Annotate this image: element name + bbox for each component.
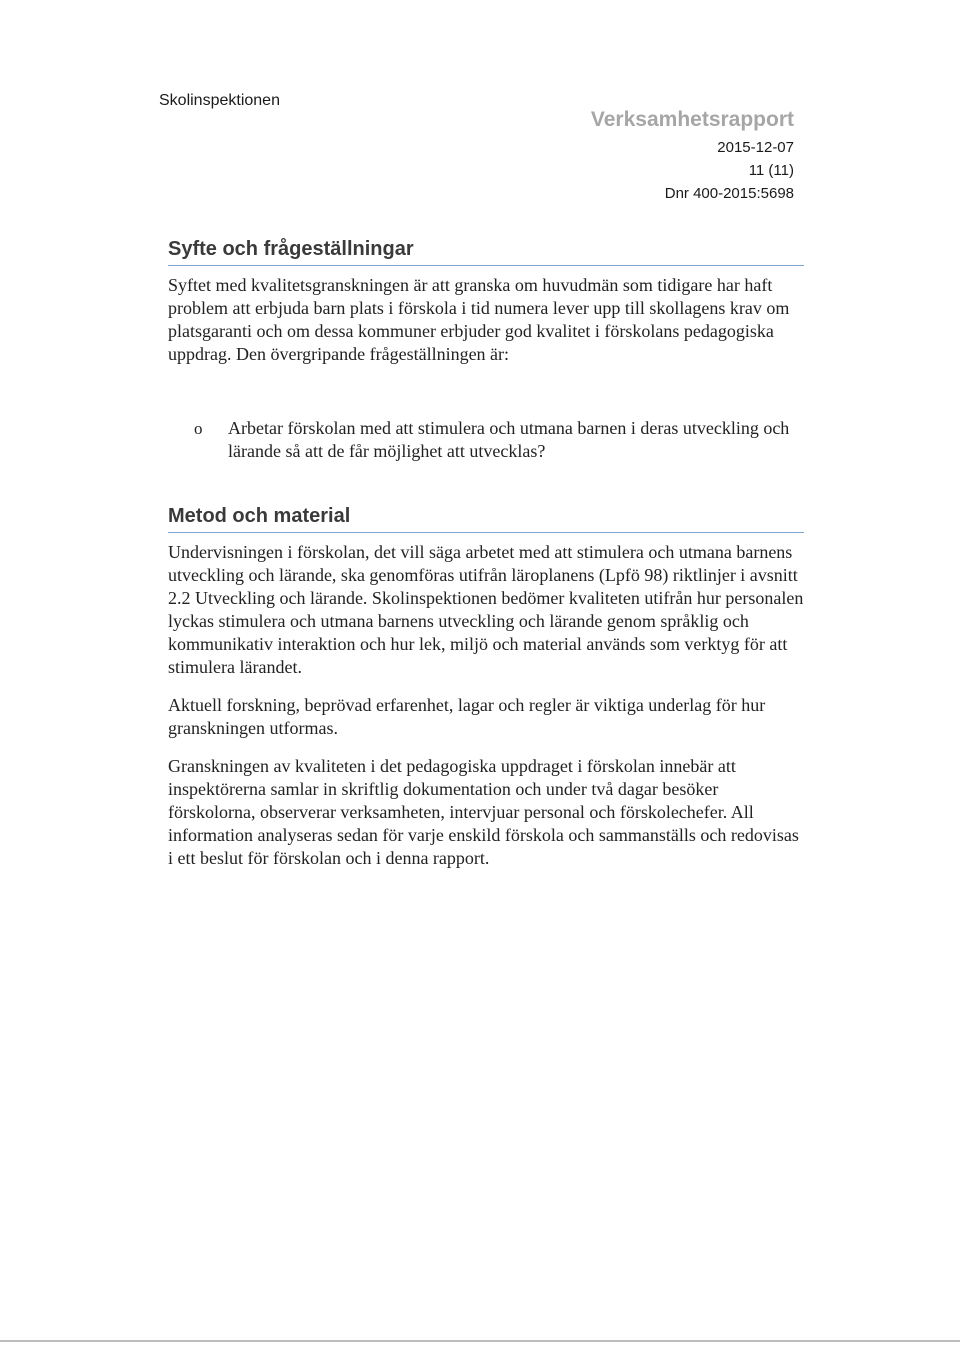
document-date: 2015-12-07 [717, 139, 794, 156]
diary-number: Dnr 400-2015:5698 [664, 185, 794, 202]
section-purpose [168, 236, 804, 463]
document-body [168, 236, 804, 870]
section-heading-purpose: Syfte och frågeställningar [168, 236, 804, 266]
document-meta [591, 106, 794, 205]
document-type: Verksamhetsrapport [590, 108, 794, 131]
question-list [168, 417, 804, 463]
paragraph-method-2: Aktuell forskning, beprövad erfarenhet, lagar och regler är viktiga underlag för hur granskningen utformas. [168, 695, 766, 738]
paragraph-method-3: Granskningen av kvaliteten i det pedagogiska uppdraget i förskolan innebär att inspektörerna samlar in skriftlig dokumentation och under två dagar besöker förskolorna, observerar verksamheten, intervjuar personal och förskolechefer. All information analyseras sedan för varje enskild förskola och sammanställs och redovisas i ett beslut för förskolan och i denna rapport. [168, 756, 799, 868]
paragraph-purpose: Syftet med kvalitetsgranskningen är att granska om huvudmän som tidigare har haft problem att erbjuda barn plats i förskola i tid numera lever upp till skollagens krav om platsgaranti och om dessa kommuner erbjuder god kvalitet i förskolans pedagogiska uppdrag. Den övergripande frågeställningen är: [168, 275, 790, 364]
section-method [168, 503, 804, 870]
bullet-marker: o [194, 419, 203, 438]
page-number: 11 (11) [748, 162, 794, 179]
list-item [194, 417, 804, 463]
agency-name: Skolinspektionen [159, 92, 280, 109]
scan-edge-rule [0, 1340, 960, 1342]
paragraph-method-1: Undervisningen i förskolan, det vill säga arbetet med att stimulera och utmana barnens utveckling och lärande, ska genomföras utifrån läroplanens (Lpfö 98) riktlinjer i avsnitt 2.2 Utveckling och lärande. Skolinspektionen bedömer kvaliteten utifrån hur personalen lyckas stimulera och utmana barnens utveckling och lärande genom språklig och kommunikativ interaktion och hur lek, miljö och material används som verktyg för att stimulera lärandet. [168, 542, 804, 677]
section-heading-method: Metod och material [168, 503, 804, 533]
question-text: Arbetar förskolan med att stimulera och utmana barnen i deras utveckling och lärande så att de får möjlighet att utvecklas? [228, 418, 790, 461]
